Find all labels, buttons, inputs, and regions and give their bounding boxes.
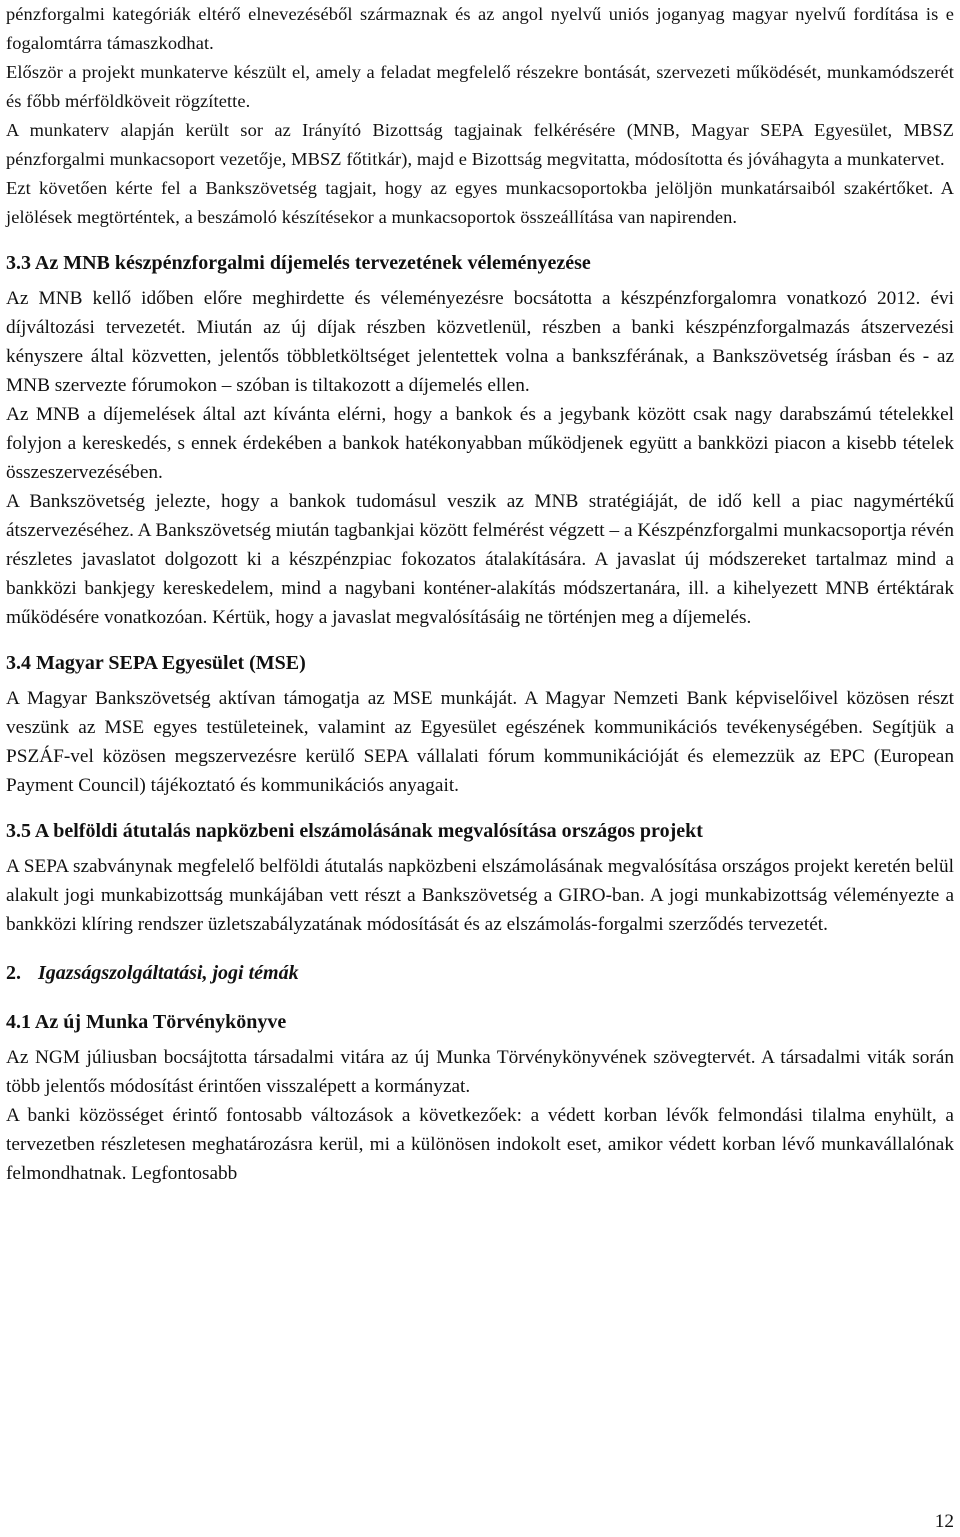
paragraph-3-5-giro: A SEPA szabványnak megfelelő belföldi átutalás napközbeni elszámolásának megvalósítása országos projekt keretén belül alakult jogi munkabizottság munkájában vett részt a Bankszövetség a GIRO-ban. A jogi munkabizottság véleményezte a bankközi klíring rendszer üzletszabályzatának módosítását és az elszámolás-forgalmi szerződés tervezetét.	[6, 856, 954, 935]
heading-section-3-5: 3.5 A belföldi átutalás napközbeni elszámolásának megvalósítása országos projekt	[6, 820, 703, 842]
heading-section-2-number: 2.	[6, 962, 21, 984]
document-page	[6, 0, 954, 1188]
paragraph-expert-nomination: Ezt követően kérte fel a Bankszövetség tagjait, hogy az egyes munkacsoportokba jelöljön munkatársaiból szakértőket. A jelölések megtörténtek, a beszámoló készítésekor a munkacsoportok összeállítása van napirenden.	[6, 178, 954, 227]
paragraph-continuation: pénzforgalmi kategóriák eltérő elnevezéséből származnak és az angol nyelvű uniós joganyag magyar nyelvű fordítása is e fogalomtárra támaszkodhat.	[6, 4, 954, 53]
heading-section-2	[6, 959, 954, 988]
paragraph-3-3-fee-draft: Az MNB kellő időben előre meghirdette és véleményezésre bocsátotta a készpénzforgalomra vonatkozó 2012. évi díjváltozási tervezetét. Miután az új díjak részben közvetlenül, részben a banki készpénzforgalmazás átszervezési kényszere által közvetten, jelentős többletköltséget jelentettek volna a bankszférának, a Bankszövetség írásban és - az MNB szervezte fórumokon – szóban is tiltakozott a díjemelés ellen.	[6, 288, 954, 396]
heading-section-2-title: Igazságszolgáltatási, jogi témák	[38, 962, 299, 984]
heading-section-3-4: 3.4 Magyar SEPA Egyesület (MSE)	[6, 652, 306, 674]
paragraph-3-4-mse: A Magyar Bankszövetség aktívan támogatja az MSE munkáját. A Magyar Nemzeti Bank képviselőivel közösen részt veszünk az MSE egyes testületeinek, valamint az Egyesület egészének kommunikációs tevékenységében. Segítjük a PSZÁF-vel közösen megszervezésre kerülő SEPA vállalati fórum kommunikációját és elemezzük az EPC (European Payment Council) tájékoztató és kommunikációs anyagait.	[6, 688, 954, 796]
paragraph-steering-committee: A munkaterv alapján került sor az Irányító Bizottság tagjainak felkérésére (MNB, Magyar SEPA Egyesület, MBSZ pénzforgalmi munkacsoport vezetője, MBSZ főtitkár), majd e Bizottság megvitatta, módosította és jóváhagyta a munkatervet.	[6, 120, 954, 169]
paragraph-3-3-proposal: A Bankszövetség jelezte, hogy a bankok tudomásul veszik az MNB stratégiáját, de idő kell a piac nagymértékű átszervezéséhez. A Bankszövetség miután tagbankjai között felmérést végzett – a Készpénzforgalmi munkacsoportja révén részletes javaslatot dolgozott ki a készpénzpiac fokozatos átalakítására. A javaslat új módszereket tartalmaz mind a bankközi bankjegy kereskedelem, mind a nagybani konténer-alakítás módszertanára, ill. a kihelyezett MNB értéktárak működésére vonatkozóan. Kértük, hogy a javaslat megvalósításáig ne történjen meg a díjemelés.	[6, 491, 954, 628]
heading-section-3-3: 3.3 Az MNB készpénzforgalmi díjemelés tervezetének véleményezése	[6, 252, 591, 274]
paragraph-work-plan: Először a projekt munkaterve készült el, amely a feladat megfelelő részekre bontását, szervezeti működését, munkamódszerét és főbb mérföldköveit rögzítette.	[6, 62, 954, 111]
heading-section-4-1: 4.1 Az új Munka Törvénykönyve	[6, 1011, 287, 1033]
paragraph-4-1-labour-code: Az NGM júliusban bocsájtotta társadalmi vitára az új Munka Törvénykönyvének szövegtervét. A társadalmi viták során több jelentős módosítást érintően visszalépett a kormányzat.	[6, 1047, 954, 1097]
page-number: 12	[934, 1511, 954, 1532]
paragraph-3-3-mnb-goal: Az MNB a díjemelések által azt kívánta elérni, hogy a bankok és a jegybank között csak nagy darabszámú tételekkel folyjon a kereskedés, s ennek érdekében a bankok hatékonyabban működjenek együtt a bankközi piacon a kisebb tételek összeszervezésében.	[6, 404, 954, 483]
paragraph-4-1-changes: A banki közösséget érintő fontosabb változások a következőek: a védett korban lévők felmondási tilalma enyhült, a tervezetben részletesen meghatározásra kerül, mi a különösen indokolt eset, amikor védett korban lévő munkavállalónak felmondhatnak. Legfontosabb	[6, 1105, 954, 1184]
